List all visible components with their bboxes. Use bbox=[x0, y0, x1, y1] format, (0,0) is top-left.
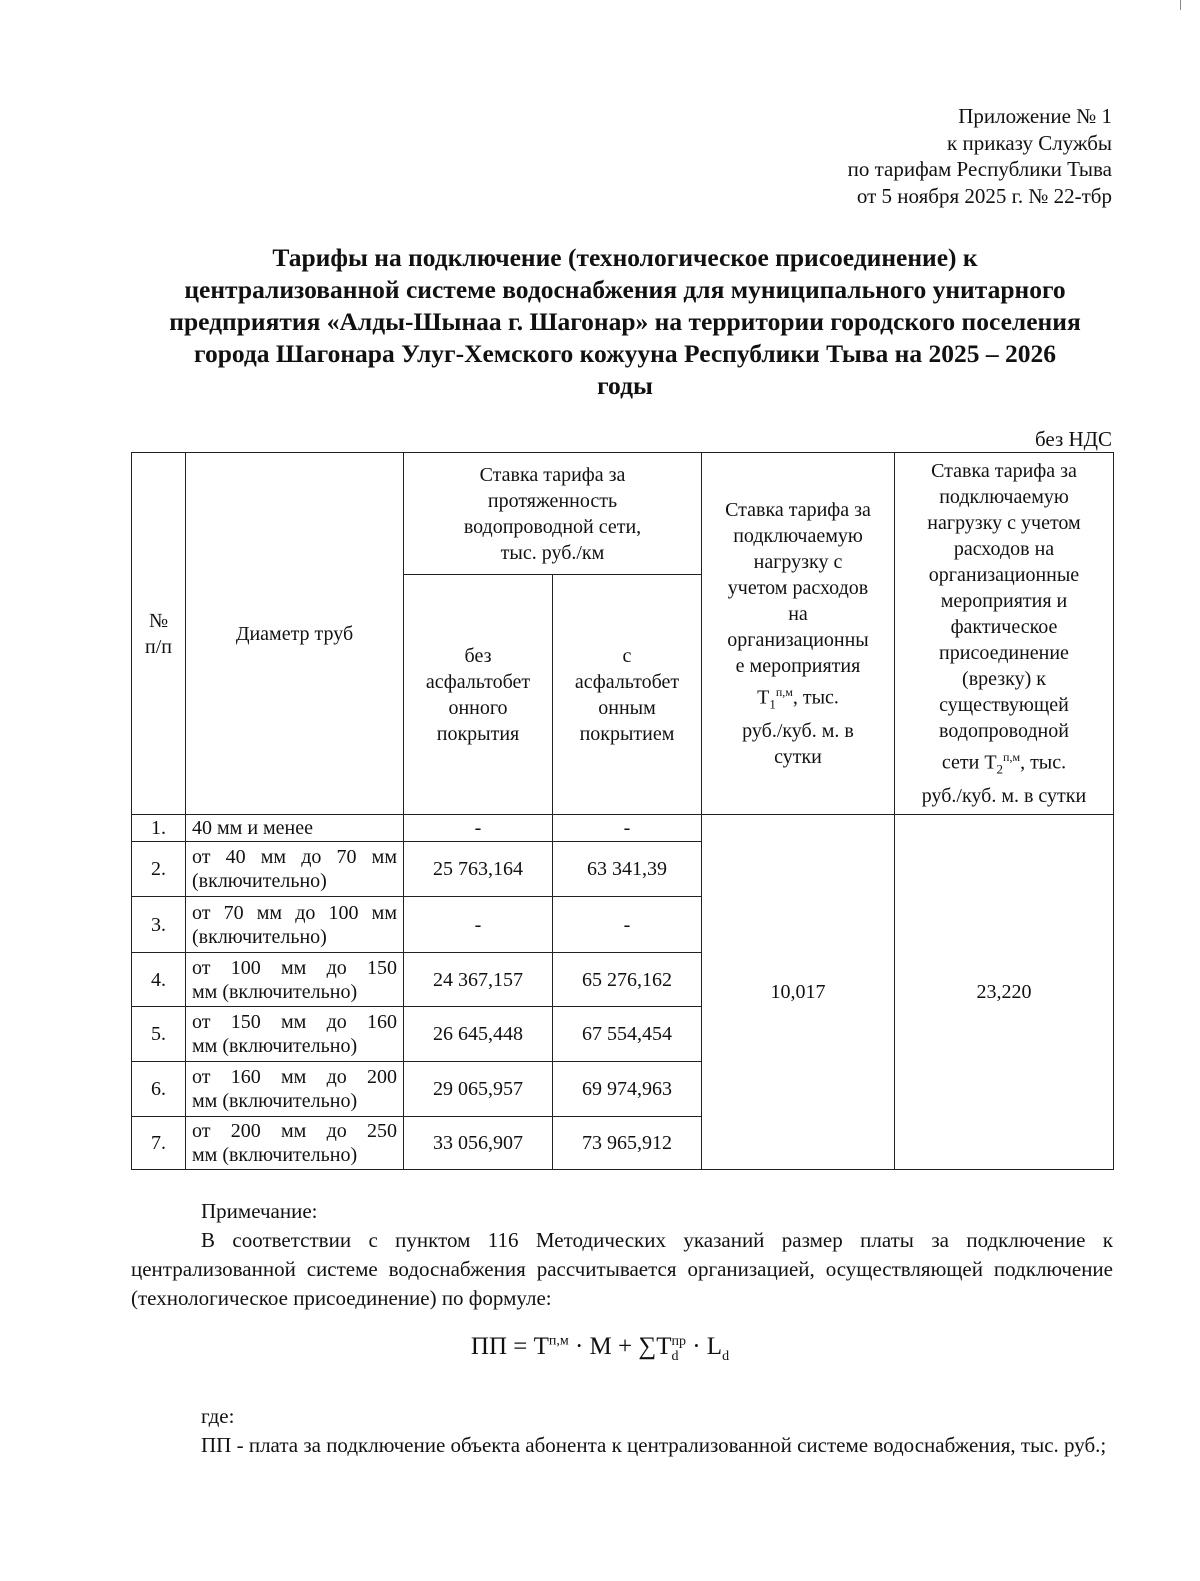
appendix-line: к приказу Службы bbox=[947, 130, 1112, 155]
row-diameter bbox=[186, 897, 404, 953]
header-with-asphalt bbox=[553, 575, 702, 815]
diameter-text: от 150 мм до 160 bbox=[192, 1011, 397, 1033]
t2-value: 23,220 bbox=[895, 815, 1114, 1170]
row-num: 5. bbox=[132, 1007, 186, 1062]
diameter-text: (включительно) bbox=[192, 925, 327, 948]
title-line: Тарифы на подключение (технологическое присоединение) к bbox=[272, 243, 978, 272]
header-diameter: Диаметр труб bbox=[186, 453, 404, 815]
formula-sup: п,м bbox=[548, 1333, 569, 1349]
row-num: 4. bbox=[132, 953, 186, 1007]
diameter-text: от 100 мм до 150 bbox=[192, 956, 397, 979]
header-text: руб./куб. м. в сутки bbox=[921, 784, 1087, 807]
header-text: сутки bbox=[774, 745, 822, 768]
vat-note: без НДС bbox=[1034, 427, 1112, 451]
header-text: фактическое bbox=[950, 616, 1058, 639]
formula-sup: пр bbox=[671, 1333, 686, 1349]
header-text bbox=[708, 679, 888, 718]
header-without-asphalt bbox=[404, 575, 553, 815]
row-diameter bbox=[186, 1117, 404, 1170]
formula-part: ПП = T bbox=[470, 1333, 549, 1360]
row-diameter bbox=[186, 842, 404, 897]
row-num: 3. bbox=[132, 897, 186, 953]
row-diameter bbox=[186, 953, 404, 1007]
note-text: В соответствии с пунктом 116 Методических указаний размер платы за подключение к централизованной системе водоснабжения рассчитывается организацией, осуществляющей подключение (технологическое присоединение) по формуле: bbox=[131, 1228, 1113, 1310]
header-text bbox=[708, 653, 888, 679]
table-row bbox=[132, 815, 1114, 842]
diameter-text: от 40 мм до 70 мм bbox=[192, 846, 397, 868]
header-text: водопроводной bbox=[939, 720, 1069, 743]
row-num: 6. bbox=[132, 1062, 186, 1117]
row-with-asphalt: 67 554,454 bbox=[553, 1007, 702, 1062]
header-text: присоединение bbox=[939, 642, 1069, 665]
header-text: , тыс. bbox=[1020, 751, 1067, 774]
row-num: 7. bbox=[132, 1117, 186, 1170]
header-text: нагрузку с учетом bbox=[927, 512, 1081, 535]
fee-formula bbox=[0, 1333, 1200, 1365]
title-line: предприятия «Алды-Шынаа г. Шагонар» на территории городского поселения bbox=[169, 307, 1081, 336]
tariff-table bbox=[131, 452, 1114, 1170]
subscript: 2 bbox=[996, 761, 1004, 777]
diameter-text: мм (включительно) bbox=[192, 1144, 358, 1166]
diameter-text: от 70 мм до 100 мм bbox=[192, 901, 397, 924]
header-text: организационные bbox=[928, 564, 1080, 587]
diameter-text: мм (включительно) bbox=[192, 1090, 358, 1112]
title-line: централизованной системе водоснабжения для муниципального унитарного bbox=[184, 275, 1066, 304]
header-text bbox=[901, 744, 1107, 783]
row-diameter bbox=[186, 1062, 404, 1117]
row-without-asphalt: - bbox=[404, 897, 553, 953]
header-text: мероприятия и bbox=[940, 590, 1068, 613]
where-label: где: bbox=[201, 1404, 235, 1428]
header-text: протяженность bbox=[487, 489, 618, 512]
title-line: годы bbox=[597, 371, 653, 400]
superscript: п,м bbox=[1003, 750, 1021, 765]
row-with-asphalt: 73 965,912 bbox=[553, 1117, 702, 1170]
row-diameter bbox=[186, 1007, 404, 1062]
row-with-asphalt: 65 276,162 bbox=[553, 953, 702, 1007]
header-text: без bbox=[464, 644, 492, 667]
header-text: нагрузку с bbox=[753, 551, 843, 574]
diameter-text: от 160 мм до 200 bbox=[192, 1066, 397, 1088]
subscript: 1 bbox=[769, 696, 776, 712]
header-text: подключаемую bbox=[939, 486, 1069, 509]
diameter-text: мм (включительно) bbox=[192, 980, 358, 1003]
header-text: Ставка тарифа за bbox=[479, 463, 626, 486]
formula-part: · L bbox=[685, 1333, 723, 1360]
header-text: подключаемую bbox=[733, 525, 863, 548]
row-without-asphalt: 26 645,448 bbox=[404, 1007, 553, 1062]
header-text: Ставка тарифа за bbox=[931, 460, 1077, 483]
scan-mark bbox=[1180, 0, 1181, 10]
header-text: существующей bbox=[939, 694, 1069, 717]
header-text: Ставка тарифа за bbox=[725, 499, 871, 522]
header-text: п/п bbox=[145, 635, 172, 658]
row-with-asphalt: 69 974,963 bbox=[553, 1062, 702, 1117]
header-text: покрытием bbox=[579, 722, 675, 745]
header-text: , тыс. bbox=[792, 686, 839, 709]
header-length-rate bbox=[404, 453, 702, 575]
header-text: асфальтобет bbox=[425, 670, 531, 693]
header-text: руб./куб. м. в bbox=[742, 719, 854, 742]
row-num: 2. bbox=[132, 842, 186, 897]
row-with-asphalt: - bbox=[553, 897, 702, 953]
header-num bbox=[132, 453, 186, 815]
header-text: с bbox=[622, 644, 632, 667]
header-text: на bbox=[788, 603, 808, 626]
diameter-text: 40 мм и менее bbox=[192, 817, 314, 839]
diameter-text: (включительно) bbox=[192, 870, 327, 892]
header-text: (врезку) к bbox=[962, 668, 1046, 691]
appendix-line: по тарифам Республики Тыва bbox=[847, 157, 1112, 181]
row-without-asphalt: 24 367,157 bbox=[404, 953, 553, 1007]
row-without-asphalt: - bbox=[404, 815, 553, 842]
row-diameter bbox=[186, 815, 404, 842]
header-text: учетом расходов bbox=[727, 577, 869, 600]
note-heading: Примечание: bbox=[201, 1199, 318, 1223]
document-title bbox=[130, 242, 1120, 402]
header-text: № bbox=[148, 609, 169, 632]
header-text: водопроводной сети, bbox=[463, 515, 642, 538]
row-without-asphalt: 33 056,907 bbox=[404, 1117, 553, 1170]
formula-part: · M + ∑T bbox=[568, 1333, 672, 1360]
header-text: асфальтобет bbox=[574, 670, 680, 693]
header-text: онным bbox=[598, 696, 656, 719]
where-section bbox=[131, 1402, 1113, 1460]
header-text: организационны bbox=[727, 629, 869, 652]
t1-value: 10,017 bbox=[702, 815, 895, 1170]
header-text: онного bbox=[448, 696, 508, 719]
header-load-rate-t1 bbox=[702, 453, 895, 815]
appendix-header bbox=[692, 103, 1112, 209]
row-num: 1. bbox=[132, 815, 186, 842]
row-with-asphalt: 63 341,39 bbox=[553, 842, 702, 897]
formula-sub: d bbox=[722, 1349, 730, 1364]
row-with-asphalt: - bbox=[553, 815, 702, 842]
superscript: п,м bbox=[775, 685, 793, 700]
row-without-asphalt: 25 763,164 bbox=[404, 842, 553, 897]
row-without-asphalt: 29 065,957 bbox=[404, 1062, 553, 1117]
diameter-text: мм (включительно) bbox=[192, 1035, 358, 1057]
header-text: е мероприятия bbox=[735, 655, 861, 678]
appendix-line: от 5 ноября 2025 г. № 22-тбр bbox=[856, 183, 1112, 208]
appendix-line: Приложение № 1 bbox=[958, 104, 1112, 128]
header-text: тыс. руб./км bbox=[500, 541, 605, 564]
note-section bbox=[131, 1197, 1113, 1313]
header-text: расходов на bbox=[953, 538, 1055, 561]
symbol-t: T bbox=[757, 686, 770, 709]
diameter-text: от 200 мм до 250 bbox=[192, 1120, 397, 1142]
header-text: сети T bbox=[941, 751, 997, 774]
pp-definition: ПП - плата за подключение объекта абонента к централизованной системе водоснабжения, тыс. руб.; bbox=[201, 1433, 1107, 1457]
formula-sub: d bbox=[671, 1349, 679, 1364]
title-line: города Шагонара Улуг-Хемского кожууна Республики Тыва на 2025 – 2026 bbox=[194, 339, 1056, 368]
header-text: покрытия bbox=[436, 722, 520, 745]
header-load-rate-t2 bbox=[895, 453, 1114, 815]
